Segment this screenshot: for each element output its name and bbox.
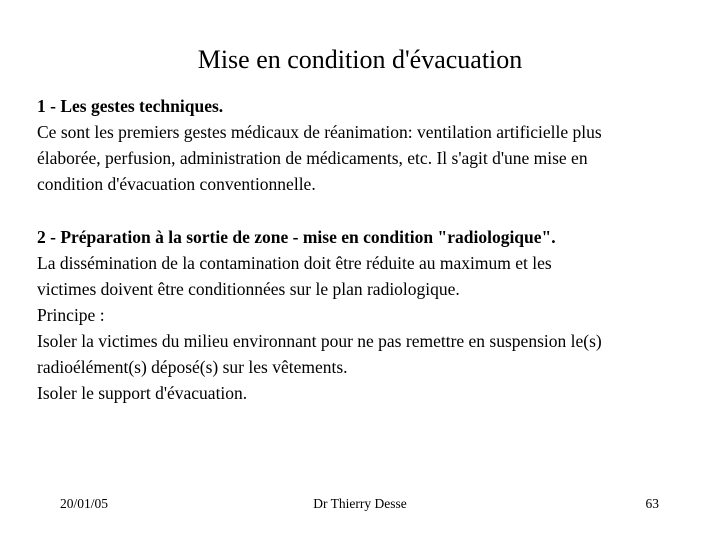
footer-author: Dr Thierry Desse <box>313 496 407 511</box>
section-1-heading: 1 - Les gestes techniques. <box>37 96 224 116</box>
section-1-line: élaborée, perfusion, administration de médicaments, etc. Il s'agit d'une mise en <box>37 148 588 168</box>
section-2-line: Principe : <box>37 305 105 325</box>
section-1-line: Ce sont les premiers gestes médicaux de réanimation: ventilation artificielle plus <box>37 122 602 142</box>
section-2-line: La dissémination de la contamination doit être réduite au maximum et les <box>37 253 552 273</box>
section-spacer <box>37 197 697 224</box>
footer-page-number: 63 <box>645 496 659 511</box>
section-1-line: condition d'évacuation conventionnelle. <box>37 174 316 194</box>
footer-date: 20/01/05 <box>60 496 109 511</box>
section-2-line: victimes doivent être conditionnées sur le plan radiologique. <box>37 279 460 299</box>
section-2-line: radioélément(s) déposé(s) sur les vêtements. <box>37 357 348 377</box>
section-2-heading: 2 - Préparation à la sortie de zone - mise en condition "radiologique". <box>37 227 556 247</box>
section-2-line: Isoler le support d'évacuation. <box>37 383 248 403</box>
slide-title: Mise en condition d'évacuation <box>197 45 523 74</box>
slide-body <box>37 93 697 406</box>
section-2-line: Isoler la victimes du milieu environnant pour ne pas remettre en suspension le(s) <box>37 331 602 351</box>
